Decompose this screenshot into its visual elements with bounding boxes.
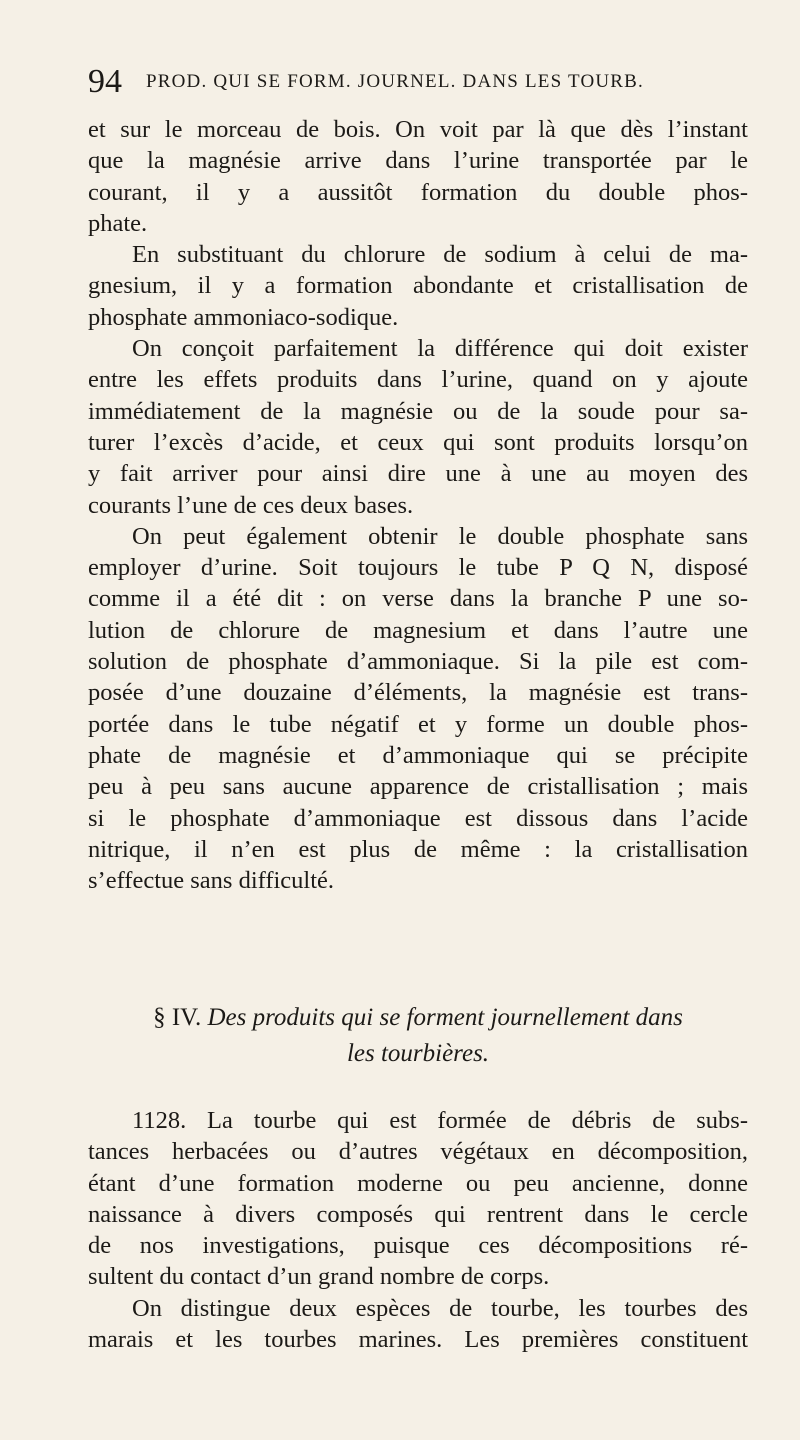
text-line: et sur le morceau de bois. On voit par là que dès l’instant <box>88 116 748 143</box>
text-block-peat <box>88 1105 748 1355</box>
text-line: immédiatement de la magnésie ou de la soude pour sa- <box>88 397 748 425</box>
text-line: de nos investigations, puisque ces décompositions ré- <box>88 1232 748 1260</box>
text-line: phate de magnésie et d’ammoniaque qui se précipite <box>88 741 748 769</box>
text-line: 1128. La tourbe qui est formée de débris de subs- <box>132 1107 748 1134</box>
section-title-part-2: les tourbières. <box>346 1040 490 1067</box>
text-line: naissance à divers composés qui rentrent dans le cercle <box>88 1200 748 1228</box>
text-line: nitrique, il n’en est plus de même : la cristallisation <box>88 835 748 863</box>
text-line: tances herbacées ou d’autres végétaux en décomposition, <box>88 1138 748 1166</box>
text-line: sultent du contact d’un grand nombre de corps. <box>88 1263 550 1291</box>
section-heading-line-1 <box>88 1000 748 1036</box>
text-line: portée dans le tube négatif et y forme un double phos- <box>88 710 748 738</box>
text-line: courants l’une de ces deux bases. <box>88 491 414 519</box>
text-line: comme il a été dit : on verse dans la branche P une so- <box>88 585 748 613</box>
text-line: étant d’une formation moderne ou peu ancienne, donne <box>88 1169 748 1197</box>
section-heading <box>88 1000 748 1072</box>
text-line: employer d’urine. Soit toujours le tube P Q N, disposé <box>88 554 748 582</box>
text-line: courant, il y a aussitôt formation du double phos- <box>88 178 748 206</box>
text-line: si le phosphate d’ammoniaque est dissous dans l’acide <box>88 804 748 832</box>
text-line: lution de chlorure de magnesium et dans l’autre une <box>88 616 748 644</box>
text-line: On peut également obtenir le double phosphate sans <box>132 522 748 550</box>
page-number: 94 <box>88 63 122 100</box>
text-line: On distingue deux espèces de tourbe, les tourbes des <box>132 1294 748 1322</box>
section-title-part-1: Des produits qui se forment journellement dans <box>207 1004 683 1031</box>
text-line: s’effectue sans difficulté. <box>88 867 335 895</box>
running-header <box>88 62 748 102</box>
text-line: En substituant du chlorure de sodium à celui de ma- <box>132 241 748 269</box>
section-number: § IV. <box>153 1004 202 1031</box>
text-line: que la magnésie arrive dans l’urine transportée par le <box>88 147 748 175</box>
text-line: posée d’une douzaine d’éléments, la magnésie est trans- <box>88 679 748 707</box>
text-line: marais et les tourbes marines. Les premières constituent <box>88 1326 748 1354</box>
text-line: gnesium, il y a formation abondante et cristallisation de <box>88 272 748 300</box>
text-line: y fait arriver pour ainsi dire une à une au moyen des <box>88 460 748 488</box>
text-line: On conçoit parfaitement la différence qui doit exister <box>132 335 748 363</box>
text-line: phate. <box>88 209 148 237</box>
text-line: peu à peu sans aucune apparence de cristallisation ; mais <box>88 773 748 801</box>
text-block-electrolysis <box>88 114 748 896</box>
text-line: phosphate ammoniaco-sodique. <box>88 303 399 331</box>
text-line: solution de phosphate d’ammoniaque. Si la pile est com- <box>88 648 748 676</box>
section-heading-line-2 <box>88 1036 748 1072</box>
text-line: entre les effets produits dans l’urine, quand on y ajoute <box>88 366 748 394</box>
text-line: turer l’excès d’acide, et ceux qui sont produits lorsqu’on <box>88 428 748 456</box>
running-title: PROD. QUI SE FORM. JOURNEL. DANS LES TOURB. <box>146 71 644 92</box>
